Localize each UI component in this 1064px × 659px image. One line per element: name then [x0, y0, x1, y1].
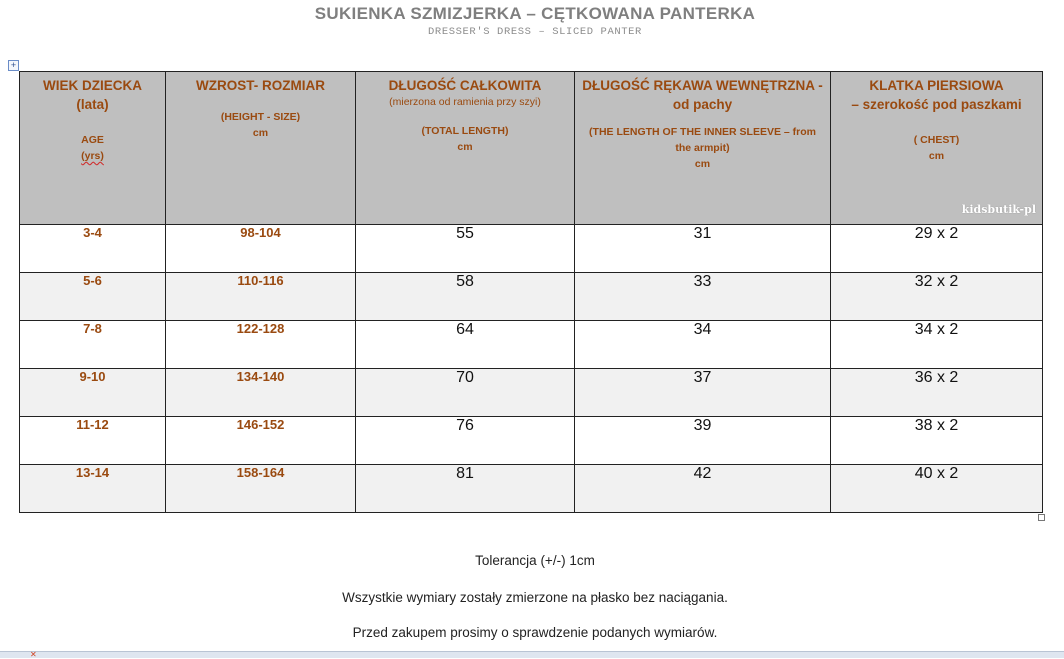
- cell-height: 110-116: [166, 273, 356, 321]
- table-row: [20, 369, 1043, 417]
- cell-height: 98-104: [166, 225, 356, 273]
- cell-chest: 34 x 2: [831, 321, 1043, 369]
- watermark-text: kidsbutik-pl: [961, 203, 1036, 216]
- header-sleeve-en: (THE LENGTH OF THE INNER SLEEVE – from: [589, 126, 816, 138]
- header-height: [166, 72, 356, 225]
- header-length-note: (mierzona od ramienia przy szyi): [389, 96, 541, 108]
- cell-sleeve: 39: [575, 417, 831, 465]
- header-sleeve-title-2: od pachy: [672, 97, 733, 112]
- header-age-title: WIEK DZIECKA: [43, 78, 142, 93]
- document-subtitle: DRESSER'S DRESS – SLICED PANTER: [428, 26, 642, 38]
- cell-length: 76: [356, 417, 575, 465]
- document-title: SUKIENKA SZMIZJERKA – CĘTKOWANA PANTERKA: [314, 4, 756, 23]
- header-length-title: DŁUGOŚĆ CAŁKOWITA: [388, 78, 542, 93]
- cell-chest: 36 x 2: [831, 369, 1043, 417]
- cell-sleeve: 34: [575, 321, 831, 369]
- table-row: [20, 225, 1043, 273]
- cell-sleeve: 31: [575, 225, 831, 273]
- cell-sleeve: 37: [575, 369, 831, 417]
- app-icon[interactable]: ✕: [30, 650, 37, 659]
- table-row: [20, 417, 1043, 465]
- note-tolerance: Tolerancja (+/-) 1cm: [475, 553, 595, 568]
- header-length-unit: cm: [457, 141, 473, 153]
- note-check-before-purchase: Przed zakupem prosimy o sprawdzenie podanych wymiarów.: [352, 625, 718, 640]
- cell-height: 158-164: [166, 465, 356, 513]
- header-sleeve: [575, 72, 831, 225]
- cell-age: 3-4: [20, 225, 166, 273]
- header-height-unit: cm: [252, 127, 269, 139]
- size-table: [19, 71, 1043, 513]
- cell-age: 11-12: [20, 417, 166, 465]
- header-age-en-unit: (yrs): [81, 150, 104, 162]
- header-age-unit: (lata): [76, 97, 109, 112]
- header-chest: [831, 72, 1043, 225]
- cell-age: 9-10: [20, 369, 166, 417]
- header-length: [356, 72, 575, 225]
- note-measured-flat: Wszystkie wymiary zostały zmierzone na płasko bez naciągania.: [342, 590, 728, 605]
- cell-age: 7-8: [20, 321, 166, 369]
- header-length-en: (TOTAL LENGTH): [421, 125, 509, 137]
- cell-height: 146-152: [166, 417, 356, 465]
- cell-chest: 38 x 2: [831, 417, 1043, 465]
- cell-age: 13-14: [20, 465, 166, 513]
- table-resize-handle-icon[interactable]: [1038, 514, 1045, 521]
- header-chest-en: ( CHEST): [913, 134, 960, 146]
- table-row: [20, 465, 1043, 513]
- cell-length: 81: [356, 465, 575, 513]
- header-age-en: AGE: [81, 134, 104, 146]
- cell-sleeve: 42: [575, 465, 831, 513]
- cell-chest: 29 x 2: [831, 225, 1043, 273]
- header-height-en: (HEIGHT - SIZE): [220, 111, 301, 123]
- cell-chest: 32 x 2: [831, 273, 1043, 321]
- cell-age: 5-6: [20, 273, 166, 321]
- header-chest-title: KLATKA PIERSIOWA: [869, 78, 1004, 93]
- cell-length: 58: [356, 273, 575, 321]
- cell-height: 134-140: [166, 369, 356, 417]
- header-chest-title-2: – szerokość pod paszkami: [851, 97, 1022, 112]
- table-row: [20, 273, 1043, 321]
- cell-chest: 40 x 2: [831, 465, 1043, 513]
- header-row: [20, 72, 1043, 225]
- header-chest-unit: cm: [928, 150, 945, 162]
- header-height-title: WZROST- ROZMIAR: [196, 78, 325, 93]
- cell-length: 64: [356, 321, 575, 369]
- header-sleeve-unit: cm: [694, 158, 711, 170]
- cell-height: 122-128: [166, 321, 356, 369]
- cell-length: 55: [356, 225, 575, 273]
- header-age: [20, 72, 166, 225]
- table-move-handle-icon[interactable]: +: [8, 60, 19, 71]
- cell-sleeve: 33: [575, 273, 831, 321]
- table-row: [20, 321, 1043, 369]
- cell-length: 70: [356, 369, 575, 417]
- header-sleeve-en-2: the armpit): [675, 142, 730, 154]
- header-sleeve-title: DŁUGOŚĆ RĘKAWA WEWNĘTRZNA -: [582, 78, 823, 93]
